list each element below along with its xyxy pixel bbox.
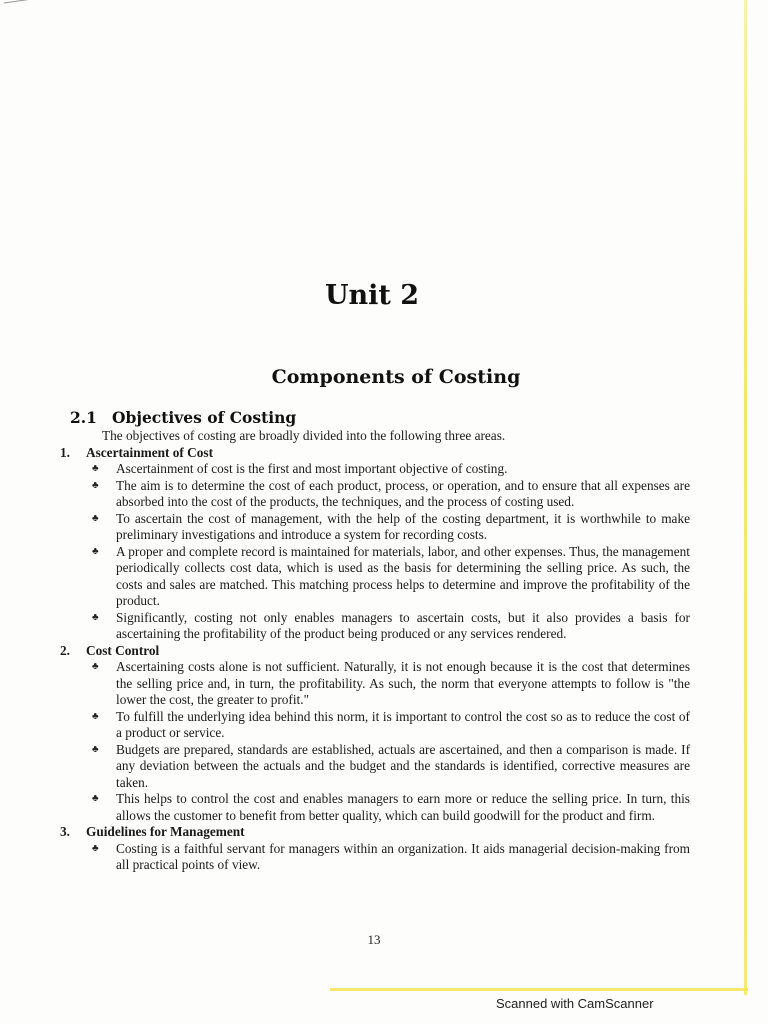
- club-bullet-icon: ♣: [92, 743, 99, 755]
- bullet-text: To fulfill the underlying idea behind this norm, it is important to control the cost so as to reduce the cost of a product or service.: [116, 708, 690, 740]
- bullet-list: [60, 461, 690, 643]
- bullet-item: [92, 791, 690, 824]
- bullet-item: [92, 461, 690, 478]
- bullet-list: [60, 841, 690, 874]
- section-heading: [70, 408, 296, 427]
- bullet-item: [92, 511, 690, 544]
- list-item-heading: [60, 643, 690, 660]
- club-bullet-icon: ♣: [92, 545, 99, 557]
- list-item-heading: [60, 824, 690, 841]
- list-item-number: 3.: [60, 824, 70, 839]
- chapter-title: Components of Costing: [271, 366, 521, 388]
- bullet-text: Significantly, costing not only enables managers to ascertain costs, but it also provides a basis for ascertaining the profitability of the product being produced or any services rendered.: [116, 609, 690, 641]
- bullet-item: [92, 478, 690, 511]
- bullet-text: Ascertaining costs alone is not sufficient. Naturally, it is not enough because it is the cost that determines the selling price and, in turn, the profitability. As such, the norm that everyone attempts to follow is "the lower the cost, the greater to profit.": [116, 659, 690, 707]
- section-title: Objectives of Costing: [112, 408, 297, 427]
- scan-corner-mark: [4, 0, 41, 9]
- club-bullet-icon: ♣: [92, 793, 99, 804]
- page-number: 13: [367, 932, 381, 947]
- bullet-text: To ascertain the cost of management, with the help of the costing department, it is worthwhile to make preliminary investigations and introduce a system for recording costs.: [116, 510, 690, 542]
- bullet-text: Budgets are prepared, standards are established, actuals are ascertained, and then a comparison is made. If any deviation between the actuals and the budget and the standards is identified, corrective measures are taken.: [116, 741, 690, 790]
- club-bullet-icon: ♣: [92, 842, 99, 854]
- club-bullet-icon: ♣: [92, 512, 99, 524]
- club-bullet-icon: ♣: [92, 611, 99, 623]
- bullet-item: [92, 544, 690, 610]
- list-item-title: Ascertainment of Cost: [86, 444, 214, 460]
- list-item-number: 1.: [60, 444, 70, 460]
- list-item-title: Cost Control: [86, 642, 160, 658]
- section-number: 2.1: [70, 408, 97, 427]
- list-item-title: Guidelines for Management: [86, 824, 245, 839]
- bullet-text: Ascertainment of cost is the first and most important objective of costing.: [116, 461, 508, 476]
- club-bullet-icon: ♣: [92, 463, 99, 474]
- page-edge-bottom: [330, 988, 748, 991]
- club-bullet-icon: ♣: [92, 661, 99, 672]
- bullet-item: [92, 841, 690, 874]
- objectives-list: [60, 445, 690, 874]
- bullet-item: [92, 742, 690, 792]
- list-item-number: 2.: [60, 642, 70, 658]
- bullet-list: [60, 659, 690, 824]
- list-item-heading: [60, 445, 690, 462]
- bullet-item: [92, 659, 690, 709]
- bullet-text: The aim is to determine the cost of each product, process, or operation, and to ensure that all expenses are absorbed into the cost of the products, the techniques, and the process of costing used.: [116, 477, 690, 509]
- club-bullet-icon: ♣: [92, 710, 99, 722]
- section-intro: The objectives of costing are broadly divided into the following three areas.: [102, 428, 506, 443]
- scanner-watermark: Scanned with CamScanner: [496, 996, 654, 1011]
- bullet-text: This helps to control the cost and enables managers to earn more or reduce the selling price. In turn, this allows the customer to benefit from better quality, which can build goodwill for the product and firm.: [116, 791, 690, 823]
- unit-title: Unit 2: [324, 280, 420, 311]
- bullet-item: [92, 709, 690, 742]
- bullet-text: Costing is a faithful servant for managers within an organization. It aids managerial decision-making from all practical points of view.: [116, 840, 690, 872]
- club-bullet-icon: ♣: [92, 479, 99, 491]
- bullet-text: A proper and complete record is maintained for materials, labor, and other expenses. Thus, the management periodically collects cost data, which is used as the basis for determining the selling price. As such, the costs and sales are matched. This matching process helps to determine and improve the profitability of the product.: [116, 543, 690, 608]
- page-edge-right: [744, 0, 747, 995]
- bullet-item: [92, 610, 690, 643]
- section-body: [60, 428, 690, 874]
